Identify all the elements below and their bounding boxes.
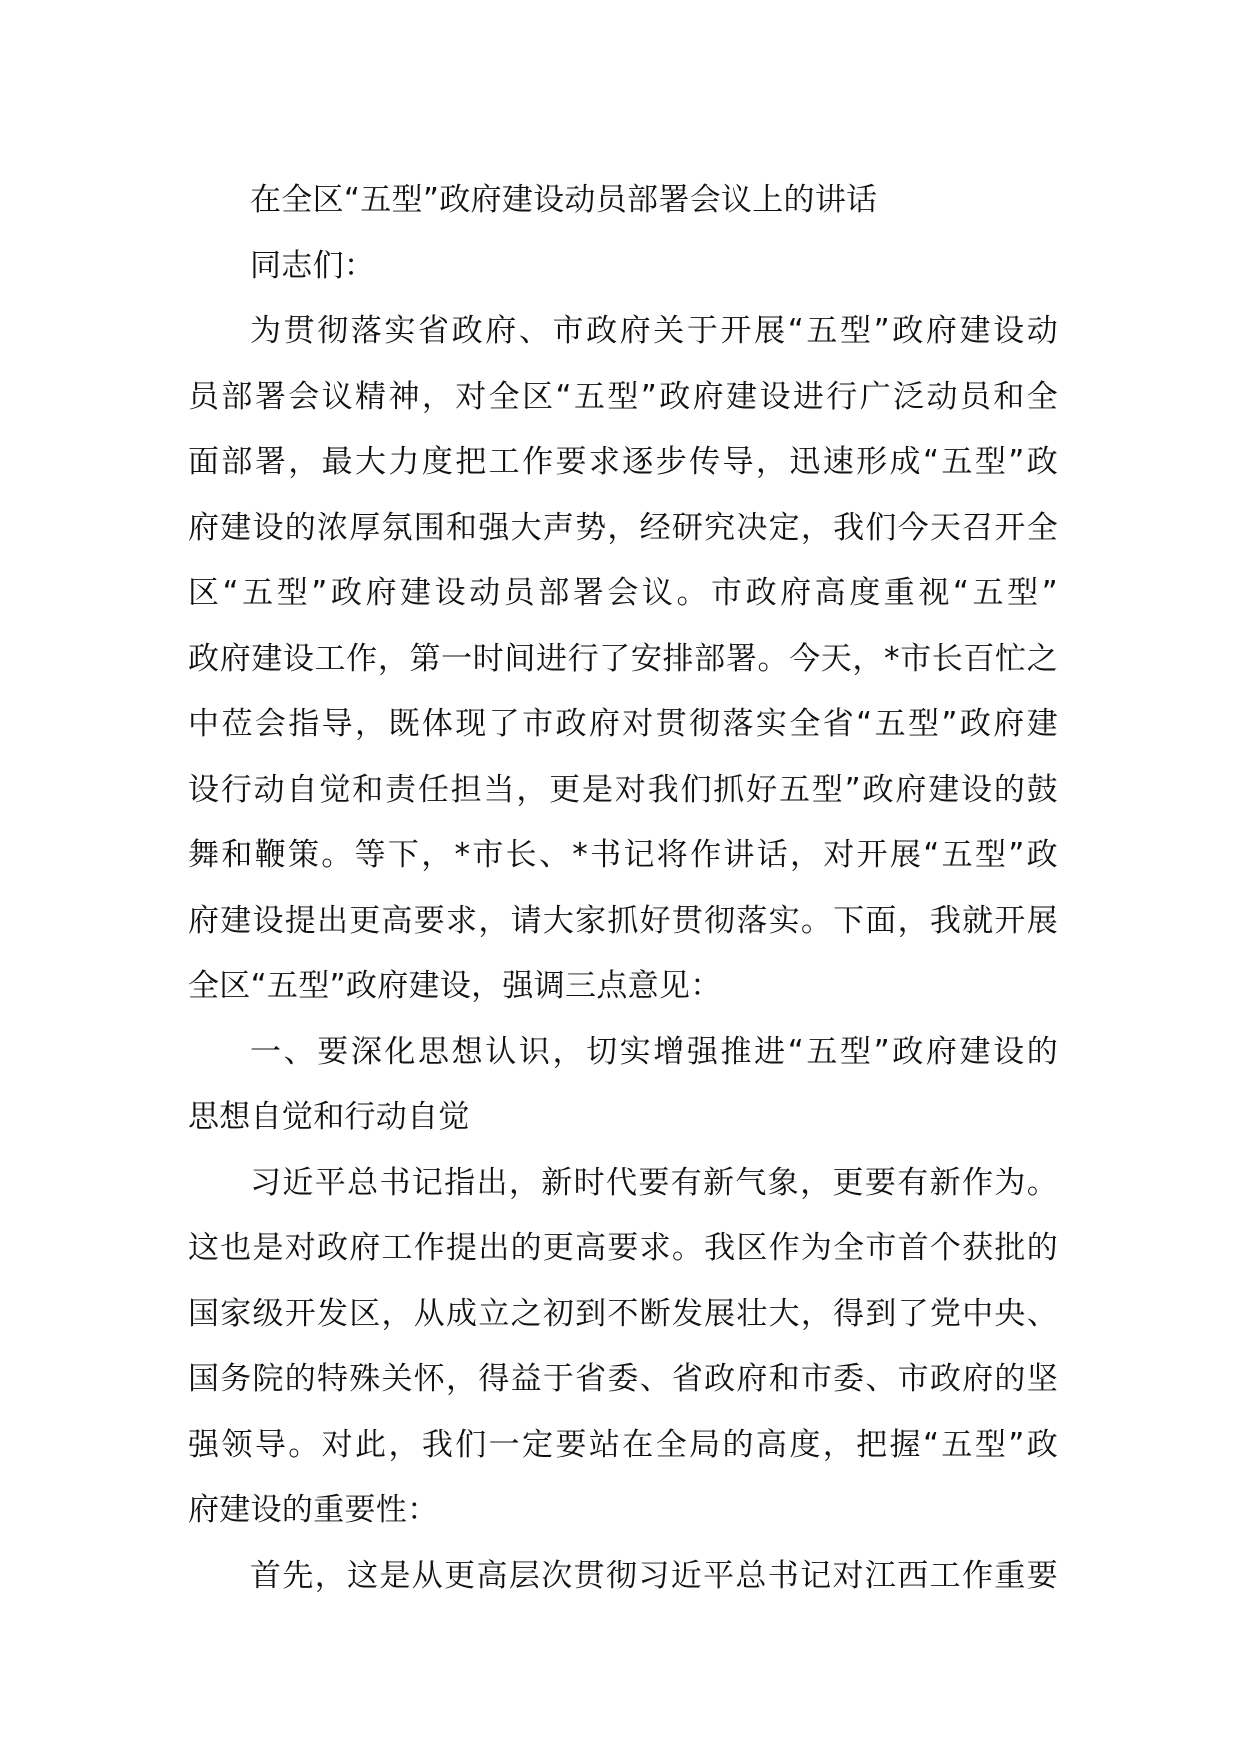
text-line: 为贯彻落实省政府、市政府关于开展“五型”政府建设动 (250, 313, 1058, 349)
text-line: 这也是对政府工作提出的更高要求。我区作为全市首个获批的 (188, 1230, 1058, 1266)
text-line: 习近平总书记指出，新时代要有新气象，更要有新作为。 (250, 1164, 1058, 1201)
text-line: 思想自觉和行动自觉 (188, 1099, 470, 1135)
text-line: 区“五型”政府建设动员部署会议。市政府高度重视“五型” (188, 575, 1058, 611)
text-line: 府建设的重要性： (188, 1492, 439, 1528)
salutation: 同志们： (250, 247, 376, 284)
text-line: 府建设的浓厚氛围和强大声势，经研究决定，我们今天召开全 (188, 509, 1058, 546)
text-line: 全区“五型”政府建设，强调三点意见： (188, 968, 722, 1004)
text-line: 一、要深化思想认识，切实增强推进“五型”政府建设的 (250, 1033, 1058, 1070)
text-line: 政府建设工作，第一时间进行了安排部署。今天，*市长百忙之 (188, 640, 1058, 677)
text-line: 强领导。对此，我们一定要站在全局的高度，把握“五型”政 (188, 1426, 1058, 1463)
text-line: 面部署，最大力度把工作要求逐步传导，迅速形成“五型”政 (188, 444, 1058, 480)
text-line: 首先，这是从更高层次贯彻习近平总书记对江西工作重要 (250, 1557, 1058, 1594)
text-line: 府建设提出更高要求，请大家抓好贯彻落实。下面，我就开展 (188, 902, 1058, 939)
text-line: 舞和鞭策。等下，*市长、*书记将作讲话，对开展“五型”政 (188, 837, 1058, 873)
text-line: 国家级开发区，从成立之初到不断发展壮大，得到了党中央、 (188, 1295, 1058, 1332)
document-title: 在全区“五型”政府建设动员部署会议上的讲话 (250, 182, 878, 218)
text-line: 设行动自觉和责任担当，更是对我们抓好五型”政府建设的鼓 (188, 771, 1058, 808)
text-line: 国务院的特殊关怀，得益于省委、省政府和市委、市政府的坚 (188, 1361, 1058, 1397)
text-line: 员部署会议精神，对全区“五型”政府建设进行广泛动员和全 (188, 378, 1058, 415)
body-lines (188, 299, 1058, 1609)
text-line: 中莅会指导，既体现了市政府对贯彻落实全省“五型”政府建 (188, 706, 1058, 742)
document-body (188, 168, 1058, 1609)
